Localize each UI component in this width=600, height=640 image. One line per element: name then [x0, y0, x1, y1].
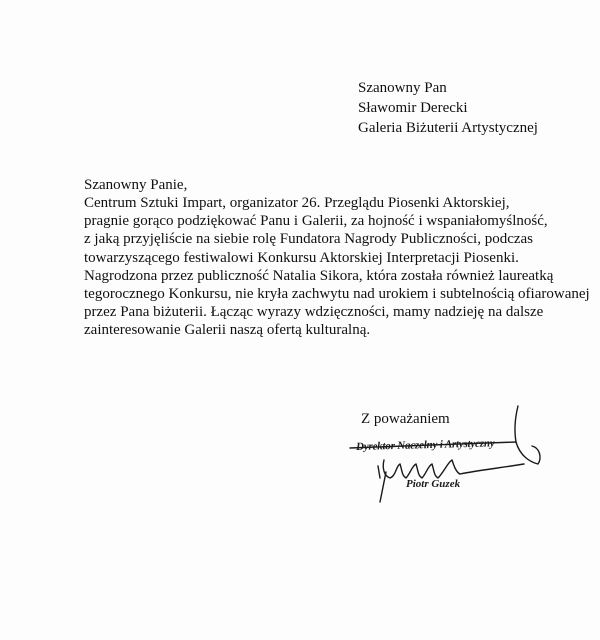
closing: Z poważaniem — [361, 411, 450, 427]
letter-body — [0, 194, 590, 340]
addressee-block — [358, 78, 538, 138]
addressee-line-3: Galeria Biżuterii Artystycznej — [358, 120, 538, 136]
body-line: pragnie gorąco podziękować Panu i Galerii, za hojność i wspaniałomyślność, — [84, 213, 548, 230]
addressee-line-2: Sławomir Derecki — [358, 100, 468, 116]
body-line: Nagrodzona przez publiczność Natalia Sikora, która została również laureatką — [84, 267, 554, 284]
salutation: Szanowny Panie, — [84, 177, 188, 193]
handwritten-signature — [310, 398, 560, 508]
body-line: tegorocznego Konkursu, nie kryła zachwytu nad urokiem i subtelnością ofiarowanej — [84, 286, 590, 303]
body-line: zainteresowanie Galerii naszą ofertą kulturalną. — [84, 322, 371, 339]
body-line: przez Pana biżuterii. Łącząc wyrazy wdzięczności, mamy nadzieję na dalsze — [84, 304, 544, 321]
body-line: z jaką przyjęliście na siebie rolę Fundatora Nagrody Publiczności, podczas — [84, 231, 534, 248]
body-line: towarzyszącego festiwalowi Konkursu Aktorskiej Interpretacji Piosenki. — [84, 249, 519, 266]
body-line: Centrum Sztuki Impart, organizator 26. Przeglądu Piosenki Aktorskiej, — [84, 195, 510, 211]
stamp-title: Dyrektor Naczelny i Artystyczny — [355, 437, 495, 453]
addressee-line-1: Szanowny Pan — [358, 80, 447, 96]
stamp-name: Piotr Guzek — [406, 478, 461, 490]
